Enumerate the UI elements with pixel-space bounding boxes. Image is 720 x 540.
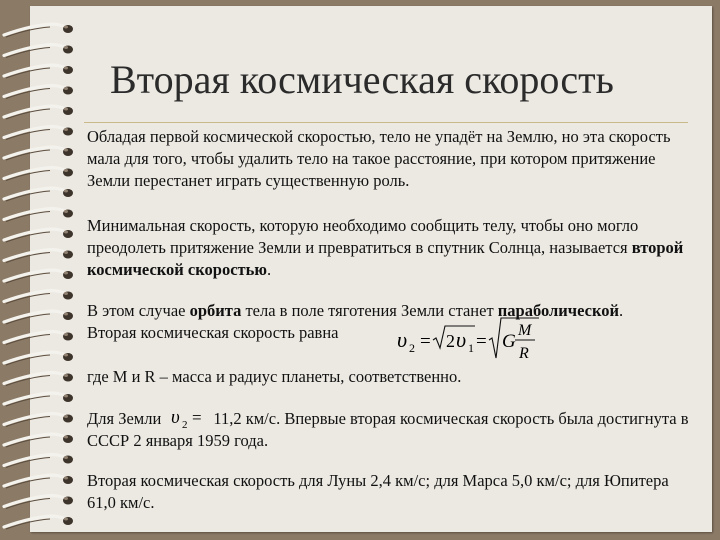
title-divider [84,122,688,123]
binding-ring [4,106,73,119]
escape-velocity-formula [395,316,540,366]
binding-ring [4,311,73,324]
binding-ring [4,475,73,488]
paragraph-3-text-a: В этом случае [87,301,190,320]
paragraph-3-parabolic: параболической [497,301,620,320]
earth-velocity-formula [161,407,213,430]
earth-formula-v2: υ [171,407,181,428]
paragraph-1: Обладая первой космической скоростью, тело не упадёт на Землю, но эта скорость мала для того, чтобы удалить тело на такое расстояние, при котором притяжение Земли перестанет играть существенную роль. [87,127,671,190]
formula-R: R [519,345,529,362]
binding-ring [4,373,73,386]
binding-ring [4,24,73,37]
binding-ring [4,270,73,283]
binding-ring [4,86,73,99]
earth-formula-eq: = [192,408,202,427]
binding-ring [4,332,73,345]
formula-sub2: 2 [409,341,415,355]
paragraph-5 [87,407,699,452]
formula-v2: υ [397,327,408,352]
binding-ring [4,147,73,160]
paragraph-5-text-a: Для Земли [87,409,162,428]
paragraph-3-line-2: Вторая космическая скорость равна [87,323,339,342]
binding-ring [4,229,73,242]
binding-ring [4,250,73,263]
paragraph-3-end: . [619,301,624,320]
paragraph-2 [87,215,699,281]
formula-sub1: 1 [468,341,474,355]
paragraph-3-orbit: орбита [189,301,242,320]
formula-G: G [502,331,516,352]
binding-ring [4,291,73,304]
binding-ring [4,434,73,447]
paragraph-3 [87,300,699,322]
formula-M: M [518,322,532,339]
earth-formula-sub2: 2 [182,419,188,429]
formula-v1: υ [456,327,467,352]
binding-ring [4,352,73,365]
paragraph-5-text-b: 11,2 км/с. Впервые вторая космическая скорость была достигнута в СССР 2 января 1959 года. [87,409,689,450]
formula-sqrt-2: 2 [446,331,455,351]
slide-title: Вторая космическая скорость [110,57,614,102]
binding-ring [4,209,73,222]
binding-ring [4,455,73,468]
paragraph-2-text: Минимальная скорость, которую необходимо сообщить телу, чтобы оно могло преодолеть притяжение Земли и превратиться в спутник Солнца, называется [87,216,639,257]
paragraph-4: где M и R – масса и радиус планеты, соответственно. [87,367,462,386]
binding-ring [4,516,73,529]
binding-ring [4,127,73,140]
paragraph-2-end: . [267,260,272,279]
binding-ring [4,168,73,181]
formula-eq-1: = [420,331,431,352]
binding-ring [4,496,73,509]
paragraph-3-text-b: тела в поле тяготения Земли станет [241,301,498,320]
binding-ring [4,393,73,406]
binding-ring [4,65,73,78]
binding-ring [4,188,73,201]
binding-ring [4,45,73,58]
paragraph-6: Вторая космическая скорость для Луны 2,4 км/с; для Марса 5,0 км/с; для Юпитера 61,0 км/с. [87,471,669,512]
paragraph-2-term: второй космической скоростью [87,238,684,279]
formula-eq-2: = [476,331,487,352]
binding-ring [4,414,73,427]
spiral-binding [0,0,90,540]
